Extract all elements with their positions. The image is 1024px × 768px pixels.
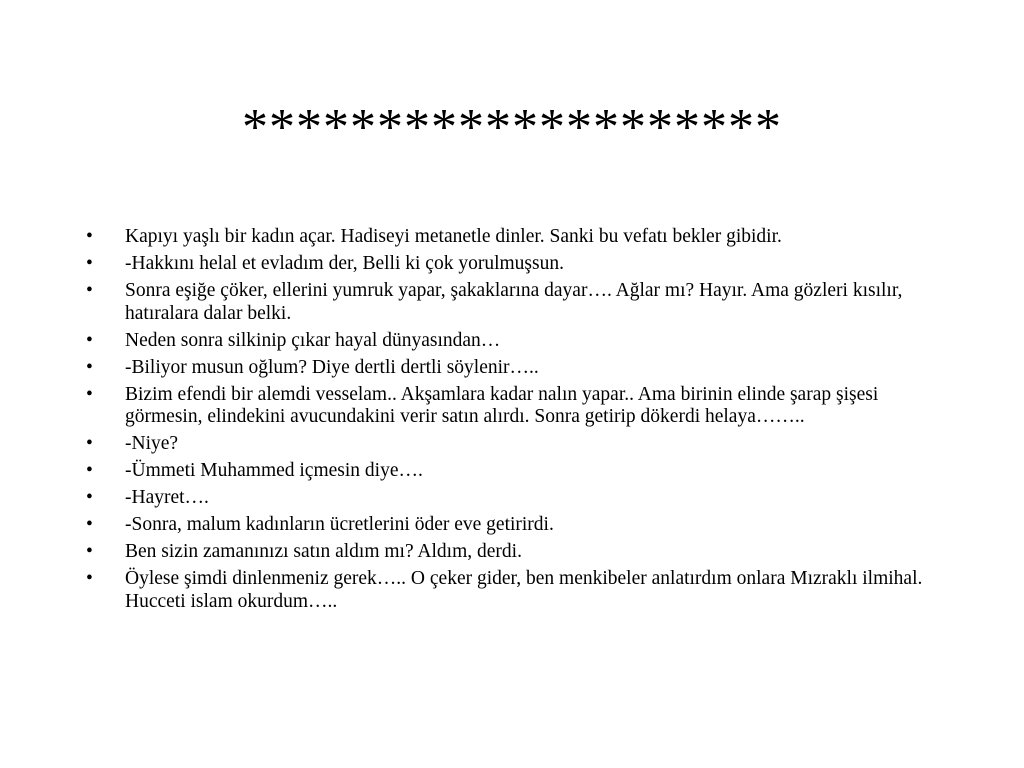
bullet-icon: •	[86, 433, 93, 454]
bullet-icon: •	[86, 460, 93, 481]
list-item	[86, 433, 926, 456]
list-item	[86, 568, 926, 613]
list-item	[86, 253, 926, 276]
list-item	[86, 357, 926, 380]
list-item-text: Neden sonra silkinip çıkar hayal dünyasından…	[125, 329, 501, 351]
list-item-text: Sonra eşiğe çöker, ellerini yumruk yapar, şakaklarına dayar…. Ağlar mı? Hayır. Ama gözleri kısılır, hatıralara dalar belki.	[125, 280, 903, 324]
list-item	[86, 541, 926, 564]
slide-title: ********************	[242, 99, 782, 156]
bullet-icon: •	[86, 280, 93, 301]
bullet-icon: •	[86, 329, 93, 351]
list-item-text: -Sonra, malum kadınların ücretlerini öder eve getirirdi.	[125, 514, 554, 535]
list-item	[86, 280, 926, 325]
bullet-icon: •	[86, 383, 93, 405]
list-item-text: Öylese şimdi dinlenmeniz gerek….. O çeker gider, ben menkibeler anlatırdım onlara Mızraklı ilmihal. Hucceti islam okurdum…..	[125, 568, 923, 612]
list-item	[86, 384, 926, 429]
bullet-icon: •	[86, 253, 93, 274]
bullet-icon: •	[86, 568, 93, 589]
list-item-text: -Hayret….	[125, 487, 209, 508]
list-item-text: Bizim efendi bir alemdi vesselam.. Akşamlara kadar nalın yapar.. Ama birinin elinde şarap şişesi görmesin, elindekini avucundakini verir satın alırdı. Sonra getirip dökerdi helaya……..	[125, 383, 879, 427]
list-item	[86, 487, 926, 510]
list-item	[86, 460, 926, 483]
bullet-list	[86, 226, 926, 618]
list-item-text: -Ümmeti Muhammed içmesin diye….	[125, 460, 423, 481]
bullet-icon: •	[86, 356, 93, 378]
list-item	[86, 226, 926, 249]
list-item-text: -Niye?	[125, 433, 179, 454]
list-item	[86, 514, 926, 537]
list-item-text: -Biliyor musun oğlum? Diye dertli dertli söylenir…..	[125, 356, 539, 378]
list-item	[86, 330, 926, 353]
bullet-icon: •	[86, 487, 93, 508]
list-item-text: Ben sizin zamanınızı satın aldım mı? Aldım, derdi.	[125, 541, 522, 562]
list-item-text: Kapıyı yaşlı bir kadın açar. Hadiseyi metanetle dinler. Sanki bu vefatı bekler gibidir.	[125, 226, 782, 247]
bullet-icon: •	[86, 541, 93, 562]
list-item-text: -Hakkını helal et evladım der, Belli ki çok yorulmuşsun.	[125, 253, 564, 274]
bullet-icon: •	[86, 514, 93, 535]
bullet-icon: •	[86, 226, 93, 247]
